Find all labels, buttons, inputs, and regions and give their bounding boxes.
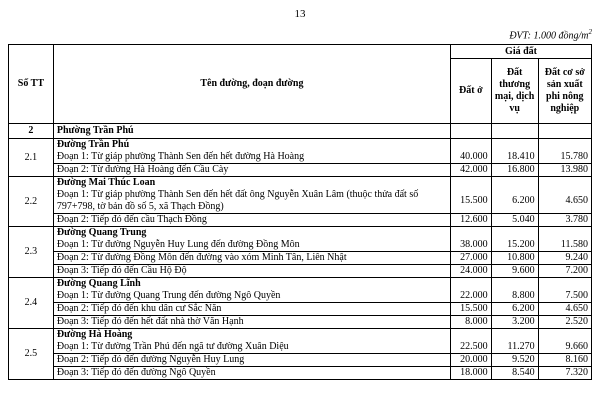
empty-cell bbox=[491, 329, 538, 342]
price-thuong-mai: 3.200 bbox=[491, 316, 538, 329]
segment-row bbox=[9, 367, 592, 380]
empty-cell bbox=[491, 177, 538, 190]
price-san-xuat: 7.320 bbox=[538, 367, 591, 380]
ward-row bbox=[9, 124, 592, 139]
street-name: Đường Hà Hoàng bbox=[53, 329, 450, 342]
street-stt: 2.3 bbox=[9, 227, 54, 278]
price-dat-o: 22.000 bbox=[451, 290, 492, 303]
street-stt: 2.5 bbox=[9, 329, 54, 380]
street-row bbox=[9, 139, 592, 152]
price-dat-o: 24.000 bbox=[451, 265, 492, 278]
price-san-xuat: 4.650 bbox=[538, 303, 591, 316]
segment-description: Đoạn 1: Từ đường Nguyễn Huy Lung đến đường Đồng Môn bbox=[53, 239, 450, 252]
price-san-xuat: 8.160 bbox=[538, 354, 591, 367]
price-dat-o: 40.000 bbox=[451, 151, 492, 164]
segment-description: Đoạn 3: Tiếp đó đến hết đất nhà thờ Văn Hạnh bbox=[53, 316, 450, 329]
unit-note-superscript: 2 bbox=[588, 28, 592, 36]
segment-row bbox=[9, 341, 592, 354]
segment-row bbox=[9, 164, 592, 177]
price-thuong-mai: 16.800 bbox=[491, 164, 538, 177]
empty-cell bbox=[451, 177, 492, 190]
price-san-xuat: 3.780 bbox=[538, 214, 591, 227]
street-name: Đường Quang Lĩnh bbox=[53, 278, 450, 291]
empty-cell bbox=[538, 139, 591, 152]
segment-description: Đoạn 3: Tiếp đó đến đường Ngô Quyền bbox=[53, 367, 450, 380]
header-thuong-mai: Đất thương mại, dịch vụ bbox=[491, 59, 538, 124]
price-dat-o: 18.000 bbox=[451, 367, 492, 380]
segment-description: Đoạn 2: Tiếp đó đến khu dân cư Sắc Năn bbox=[53, 303, 450, 316]
price-dat-o: 27.000 bbox=[451, 252, 492, 265]
segment-description: Đoạn 2: Từ đường Hà Hoàng đến Cầu Cày bbox=[53, 164, 450, 177]
price-thuong-mai: 6.200 bbox=[491, 303, 538, 316]
street-row bbox=[9, 278, 592, 291]
price-thuong-mai: 9.520 bbox=[491, 354, 538, 367]
price-dat-o: 15.500 bbox=[451, 303, 492, 316]
price-san-xuat: 15.780 bbox=[538, 151, 591, 164]
segment-row bbox=[9, 252, 592, 265]
price-san-xuat: 9.660 bbox=[538, 341, 591, 354]
price-san-xuat: 7.500 bbox=[538, 290, 591, 303]
header-name: Tên đường, đoạn đường bbox=[53, 45, 450, 124]
empty-cell bbox=[491, 227, 538, 240]
ward-name: Phường Trần Phú bbox=[53, 124, 450, 139]
price-dat-o: 42.000 bbox=[451, 164, 492, 177]
segment-row bbox=[9, 316, 592, 329]
price-dat-o: 20.000 bbox=[451, 354, 492, 367]
price-dat-o: 15.500 bbox=[451, 189, 492, 214]
price-san-xuat: 7.200 bbox=[538, 265, 591, 278]
price-thuong-mai: 9.600 bbox=[491, 265, 538, 278]
price-thuong-mai: 5.040 bbox=[491, 214, 538, 227]
street-name: Đường Trần Phú bbox=[53, 139, 450, 152]
empty-cell bbox=[538, 177, 591, 190]
header-stt: Số TT bbox=[9, 45, 54, 124]
empty-cell bbox=[538, 124, 591, 139]
empty-cell bbox=[451, 227, 492, 240]
segment-row bbox=[9, 354, 592, 367]
street-row bbox=[9, 227, 592, 240]
segment-description: Đoạn 2: Tiếp đó đến cầu Thạch Đồng bbox=[53, 214, 450, 227]
unit-note-text: ĐVT: 1.000 đồng/m bbox=[509, 30, 589, 42]
street-row bbox=[9, 329, 592, 342]
price-thuong-mai: 11.270 bbox=[491, 341, 538, 354]
table-body bbox=[9, 124, 592, 380]
price-dat-o: 8.000 bbox=[451, 316, 492, 329]
price-dat-o: 22.500 bbox=[451, 341, 492, 354]
empty-cell bbox=[451, 139, 492, 152]
segment-description: Đoạn 2: Tiếp đó đến đường Nguyễn Huy Lung bbox=[53, 354, 450, 367]
empty-cell bbox=[491, 139, 538, 152]
segment-row bbox=[9, 303, 592, 316]
unit-note bbox=[509, 28, 592, 41]
price-thuong-mai: 6.200 bbox=[491, 189, 538, 214]
segment-description: Đoạn 1: Từ đường Quang Trung đến đường Ngô Quyền bbox=[53, 290, 450, 303]
segment-row bbox=[9, 290, 592, 303]
empty-cell bbox=[538, 227, 591, 240]
price-san-xuat: 2.520 bbox=[538, 316, 591, 329]
segment-row bbox=[9, 265, 592, 278]
empty-cell bbox=[538, 278, 591, 291]
street-name: Đường Mai Thúc Loan bbox=[53, 177, 450, 190]
ward-stt: 2 bbox=[9, 124, 54, 139]
empty-cell bbox=[451, 329, 492, 342]
price-thuong-mai: 10.800 bbox=[491, 252, 538, 265]
segment-row bbox=[9, 214, 592, 227]
header-san-xuat: Đất cơ sở sản xuất phi nông nghiệp bbox=[538, 59, 591, 124]
price-san-xuat: 13.980 bbox=[538, 164, 591, 177]
empty-cell bbox=[491, 124, 538, 139]
segment-description: Đoạn 1: Từ giáp phường Thành Sen đến hết đất ông Nguyễn Xuân Lâm (thuộc thửa đất số 797+798, tờ bản đồ số 5, xã Thạch Đồng) bbox=[53, 189, 450, 214]
header-dat-o: Đất ở bbox=[451, 59, 492, 124]
empty-cell bbox=[451, 278, 492, 291]
empty-cell bbox=[538, 329, 591, 342]
land-price-table bbox=[8, 44, 592, 380]
price-thuong-mai: 8.540 bbox=[491, 367, 538, 380]
price-dat-o: 38.000 bbox=[451, 239, 492, 252]
price-dat-o: 12.600 bbox=[451, 214, 492, 227]
header-price-group: Giá đất bbox=[451, 45, 592, 59]
segment-description: Đoạn 1: Từ giáp phường Thành Sen đến hết đường Hà Hoàng bbox=[53, 151, 450, 164]
segment-description: Đoạn 2: Từ đường Đồng Môn đến đường vào xóm Minh Tân, Liên Nhật bbox=[53, 252, 450, 265]
street-stt: 2.4 bbox=[9, 278, 54, 329]
price-san-xuat: 4.650 bbox=[538, 189, 591, 214]
price-thuong-mai: 15.200 bbox=[491, 239, 538, 252]
price-san-xuat: 9.240 bbox=[538, 252, 591, 265]
price-thuong-mai: 18.410 bbox=[491, 151, 538, 164]
empty-cell bbox=[491, 278, 538, 291]
street-stt: 2.1 bbox=[9, 139, 54, 177]
segment-row bbox=[9, 189, 592, 214]
segment-description: Đoạn 1: Từ đường Trần Phú đến ngã tư đường Xuân Diệu bbox=[53, 341, 450, 354]
segment-row bbox=[9, 151, 592, 164]
street-row bbox=[9, 177, 592, 190]
segment-row bbox=[9, 239, 592, 252]
price-thuong-mai: 8.800 bbox=[491, 290, 538, 303]
empty-cell bbox=[451, 124, 492, 139]
segment-description: Đoạn 3: Tiếp đó đến Cầu Hộ Độ bbox=[53, 265, 450, 278]
street-stt: 2.2 bbox=[9, 177, 54, 227]
street-name: Đường Quang Trung bbox=[53, 227, 450, 240]
price-san-xuat: 11.580 bbox=[538, 239, 591, 252]
page-number: 13 bbox=[294, 8, 306, 20]
